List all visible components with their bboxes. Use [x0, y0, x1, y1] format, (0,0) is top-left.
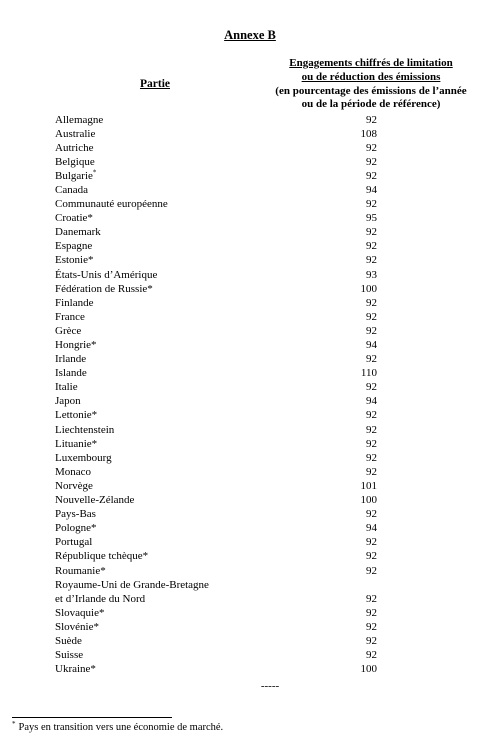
table-row: [55, 606, 395, 620]
commitment-value: 94: [366, 395, 377, 408]
party-name-text: Lettonie*: [55, 409, 98, 422]
table-row: [55, 465, 395, 479]
table-row: [55, 564, 395, 578]
commitment-value: 92: [366, 240, 377, 253]
commitment-column-header: [262, 57, 480, 112]
party-name-text: France: [55, 310, 85, 323]
table-row: [55, 451, 395, 465]
commitment-value: 92: [366, 451, 377, 464]
table-row: [55, 648, 395, 662]
table-row: [55, 549, 395, 563]
party-name-text: Roumanie*: [55, 564, 106, 577]
table-row: [55, 521, 395, 535]
party-name-text: Ukraine*: [55, 663, 96, 676]
party-name-text: Fédération de Russie*: [55, 282, 153, 295]
party-name: [55, 549, 148, 563]
party-name: [55, 183, 88, 197]
party-name: [55, 479, 93, 493]
party-name: [55, 564, 106, 578]
party-column-header: Partie: [139, 78, 170, 90]
table-row: [55, 113, 395, 127]
party-name-text: Liechtenstein: [55, 423, 115, 436]
table-row: [55, 127, 395, 141]
commitment-value: 92: [366, 113, 377, 126]
party-name: [55, 225, 101, 239]
party-name: [55, 437, 97, 451]
table-row: [55, 408, 395, 422]
end-mark: -----: [260, 680, 280, 692]
table-row: [55, 535, 395, 549]
party-name-text: Allemagne: [55, 113, 104, 126]
party-name: [55, 324, 81, 338]
table-row: [55, 507, 395, 521]
commitment-value: 92: [366, 155, 377, 168]
commitment-value: 92: [366, 620, 377, 633]
party-name-text: Islande: [55, 367, 87, 380]
commitment-value: 92: [366, 226, 377, 239]
party-name: [55, 169, 96, 183]
party-name: [55, 310, 85, 324]
party-name-text: Norvège: [55, 479, 93, 492]
table-row: [55, 324, 395, 338]
party-name: [55, 113, 103, 127]
party-name-text: Australie: [55, 127, 96, 140]
commitment-value: 92: [366, 536, 377, 549]
party-name: [55, 141, 93, 155]
table-row: [55, 183, 395, 197]
party-name-text: États-Unis d’Amérique: [55, 268, 158, 281]
party-name: [55, 338, 97, 352]
party-name-text: République tchèque*: [55, 550, 149, 563]
party-name-text: Estonie*: [55, 254, 94, 267]
table-row: [55, 352, 395, 366]
party-name-text: Monaco: [55, 465, 92, 478]
party-name-text: Canada: [55, 183, 88, 196]
party-name-text: Luxembourg: [55, 451, 112, 464]
party-name: [55, 296, 94, 310]
table-row: [55, 239, 395, 253]
table-row: [55, 296, 395, 310]
table-row: [55, 479, 395, 493]
commitment-header-line-4: ou de la période de référence): [301, 98, 441, 111]
party-name: [55, 366, 87, 380]
table-row: [55, 423, 395, 437]
commitment-value: 92: [366, 606, 377, 619]
commitment-value: 92: [366, 353, 377, 366]
table-row: [55, 380, 395, 394]
commitment-value: 110: [360, 367, 377, 380]
commitment-header-line-1: Engagements chiffrés de limitation: [289, 57, 453, 69]
party-name: [55, 380, 78, 394]
footnote-mark: *: [12, 719, 16, 728]
party-name-text: Japon: [55, 395, 81, 408]
party-name: [55, 662, 96, 676]
party-name-text: Royaume-Uni de Grande-Bretagne: [55, 578, 209, 591]
party-name-text: Grèce: [55, 324, 82, 337]
commitment-value: 92: [366, 423, 377, 436]
party-name: [55, 451, 112, 465]
commitment-value: 94: [366, 183, 377, 196]
commitment-value: 92: [366, 141, 377, 154]
table-row: [55, 620, 395, 634]
party-name-text: Irlande: [55, 353, 87, 366]
table-row: [55, 338, 395, 352]
party-name: [55, 535, 92, 549]
party-name: [55, 239, 92, 253]
table-row: [55, 662, 395, 676]
commitment-value: 92: [366, 296, 377, 309]
commitment-value: 92: [366, 564, 377, 577]
party-name: [55, 197, 168, 211]
commitment-value: 108: [360, 127, 377, 140]
party-name-text: Croatie*: [55, 212, 93, 225]
party-name: [55, 648, 83, 662]
table-row: [55, 493, 395, 507]
table-row: [55, 225, 395, 239]
party-name-text: Suisse: [55, 649, 84, 662]
annex-title: Annexe B: [224, 28, 276, 42]
party-name-text: Belgique: [55, 155, 95, 168]
commitment-value: 95: [366, 212, 377, 225]
table-row: [55, 634, 395, 648]
commitment-value: 100: [360, 663, 377, 676]
party-name: [55, 282, 153, 296]
commitment-value: 92: [366, 198, 377, 211]
party-name-line-2: et d’Irlande du Nord: [55, 592, 146, 605]
party-name: [55, 352, 86, 366]
table-row: [55, 169, 395, 183]
table-row: [55, 437, 395, 451]
party-name-text: Pays-Bas: [55, 508, 96, 521]
party-name: [55, 465, 91, 479]
commitment-value: 92: [366, 169, 377, 182]
commitment-value: 92: [366, 381, 377, 394]
party-name-text: Lituanie*: [55, 437, 98, 450]
party-name-text: Danemark: [55, 226, 101, 239]
party-name: [55, 606, 105, 620]
footnote-ref-mark: *: [92, 168, 97, 177]
party-name: [55, 268, 157, 282]
party-name: [55, 408, 97, 422]
table-row: [55, 282, 395, 296]
table-row: [55, 211, 395, 225]
party-name: [55, 253, 94, 267]
party-name: [55, 127, 95, 141]
table-row: [55, 197, 395, 211]
commitment-value: 92: [366, 437, 377, 450]
commitment-header-line-2: ou de réduction des émissions: [301, 70, 441, 83]
party-name-text: Communauté européenne: [55, 198, 168, 211]
party-name-text: Slovaquie*: [55, 606, 105, 619]
commitment-value: 92: [366, 310, 377, 323]
party-name: [55, 211, 93, 225]
party-name-text: Autriche: [55, 141, 94, 154]
party-name-text: Finlande: [55, 296, 94, 309]
party-name: [55, 634, 82, 648]
party-name-text: Suède: [55, 634, 82, 647]
footnote: [12, 719, 224, 733]
commitment-value: 92: [366, 254, 377, 267]
commitment-value: 100: [360, 282, 377, 295]
party-name: [55, 493, 134, 507]
commitment-value: 100: [360, 494, 377, 507]
table-row: [55, 394, 395, 408]
party-name: [55, 394, 81, 408]
table-row: [55, 253, 395, 267]
party-name-text: Bulgarie: [55, 169, 93, 182]
party-name: [55, 155, 95, 169]
party-name: [55, 507, 96, 521]
party-name-text: Nouvelle-Zélande: [55, 494, 135, 507]
table-row: [55, 268, 395, 282]
commitment-value: 92: [366, 550, 377, 563]
commitment-value: 92: [366, 465, 377, 478]
party-name: [55, 620, 99, 634]
commitment-value: 101: [360, 479, 377, 492]
party-name: [55, 578, 209, 606]
footnote-rule: [12, 717, 172, 718]
commitment-value: 93: [366, 268, 377, 281]
commitment-value: 92: [366, 592, 377, 605]
party-name-text: Hongrie*: [55, 339, 97, 351]
commitment-value: 94: [366, 339, 377, 351]
commitment-value: 92: [366, 634, 377, 647]
commitment-value: 94: [366, 522, 377, 535]
table-row: [55, 155, 395, 169]
table-row: [55, 366, 395, 380]
commitment-value: 92: [366, 324, 377, 337]
commitment-value: 92: [366, 508, 377, 521]
commitment-header-line-3: (en pourcentage des émissions de l’année: [275, 84, 467, 97]
commitments-table: [55, 113, 395, 677]
party-name: [55, 521, 97, 535]
footnote-text: Pays en transition vers une économie de marché.: [18, 722, 224, 733]
commitment-value: 92: [366, 409, 377, 422]
party-name-text: Portugal: [55, 536, 93, 549]
table-row: [55, 310, 395, 324]
table-row: [55, 578, 395, 606]
party-name-text: Espagne: [55, 240, 93, 253]
party-name: [55, 423, 114, 437]
party-name-text: Pologne*: [55, 522, 97, 535]
party-name-text: Slovénie*: [55, 620, 99, 633]
commitment-value: 92: [366, 649, 377, 662]
table-row: [55, 141, 395, 155]
party-name-text: Italie: [55, 381, 78, 394]
